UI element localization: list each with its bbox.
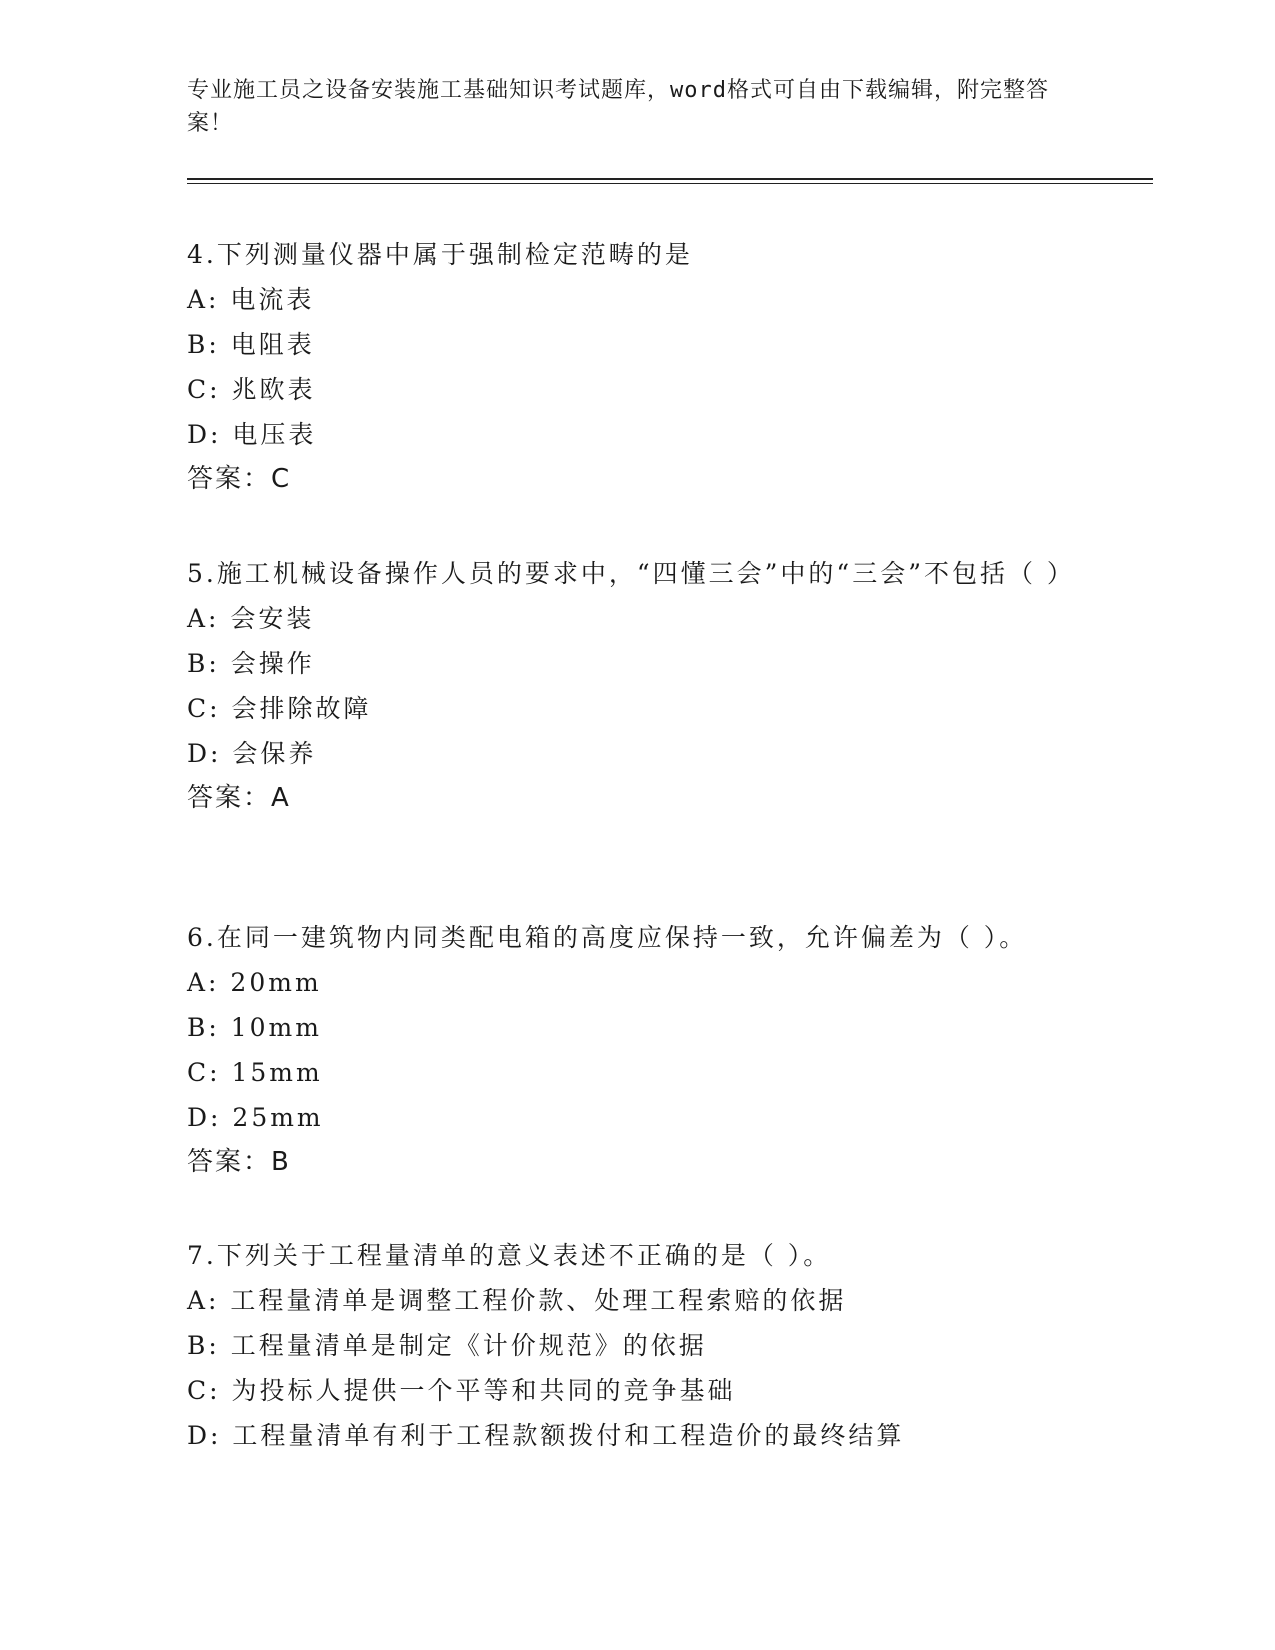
question-title: 7.下列关于工程量清单的意义表述不正确的是（ ）。 bbox=[187, 1241, 832, 1270]
question-title: 4.下列测量仪器中属于强制检定范畴的是 bbox=[187, 240, 693, 269]
document-header-text: 专业施工员之设备安装施工基础知识考试题库，word格式可自由下载编辑，附完整答案！ bbox=[187, 78, 1049, 136]
option-b: B: 会操作 bbox=[187, 649, 315, 678]
option-b: B: 工程量清单是制定《计价规范》的依据 bbox=[187, 1331, 707, 1360]
option-b: B: 10mm bbox=[187, 1013, 322, 1042]
option-b: B: 电阻表 bbox=[187, 330, 315, 359]
question-title: 5.施工机械设备操作人员的要求中，“四懂三会”中的“三会”不包括（ ） bbox=[187, 559, 1075, 588]
option-d: D: 电压表 bbox=[187, 420, 317, 449]
header-divider bbox=[187, 178, 1153, 184]
answer-line: 答案：A bbox=[187, 783, 291, 813]
option-a: A: 会安装 bbox=[187, 604, 315, 633]
option-d: D: 会保养 bbox=[187, 739, 317, 768]
option-c: C: 15mm bbox=[187, 1058, 323, 1087]
option-c: C: 会排除故障 bbox=[187, 694, 372, 723]
option-c: C: 兆欧表 bbox=[187, 375, 316, 404]
option-a: A: 工程量清单是调整工程价款、处理工程索赔的依据 bbox=[187, 1286, 847, 1315]
question-6 bbox=[187, 915, 1087, 1185]
question-4 bbox=[187, 232, 1087, 502]
option-a: A: 20mm bbox=[187, 968, 322, 997]
question-7 bbox=[187, 1233, 1087, 1458]
question-5 bbox=[187, 551, 1087, 821]
option-c: C: 为投标人提供一个平等和共同的竞争基础 bbox=[187, 1376, 736, 1405]
option-a: A: 电流表 bbox=[187, 285, 315, 314]
answer-line: 答案：C bbox=[187, 464, 292, 494]
answer-line: 答案：B bbox=[187, 1147, 291, 1177]
option-d: D: 25mm bbox=[187, 1103, 324, 1132]
question-title: 6.在同一建筑物内同类配电箱的高度应保持一致，允许偏差为（ ）。 bbox=[187, 923, 1028, 952]
option-d: D: 工程量清单有利于工程款额拨付和工程造价的最终结算 bbox=[187, 1421, 905, 1450]
